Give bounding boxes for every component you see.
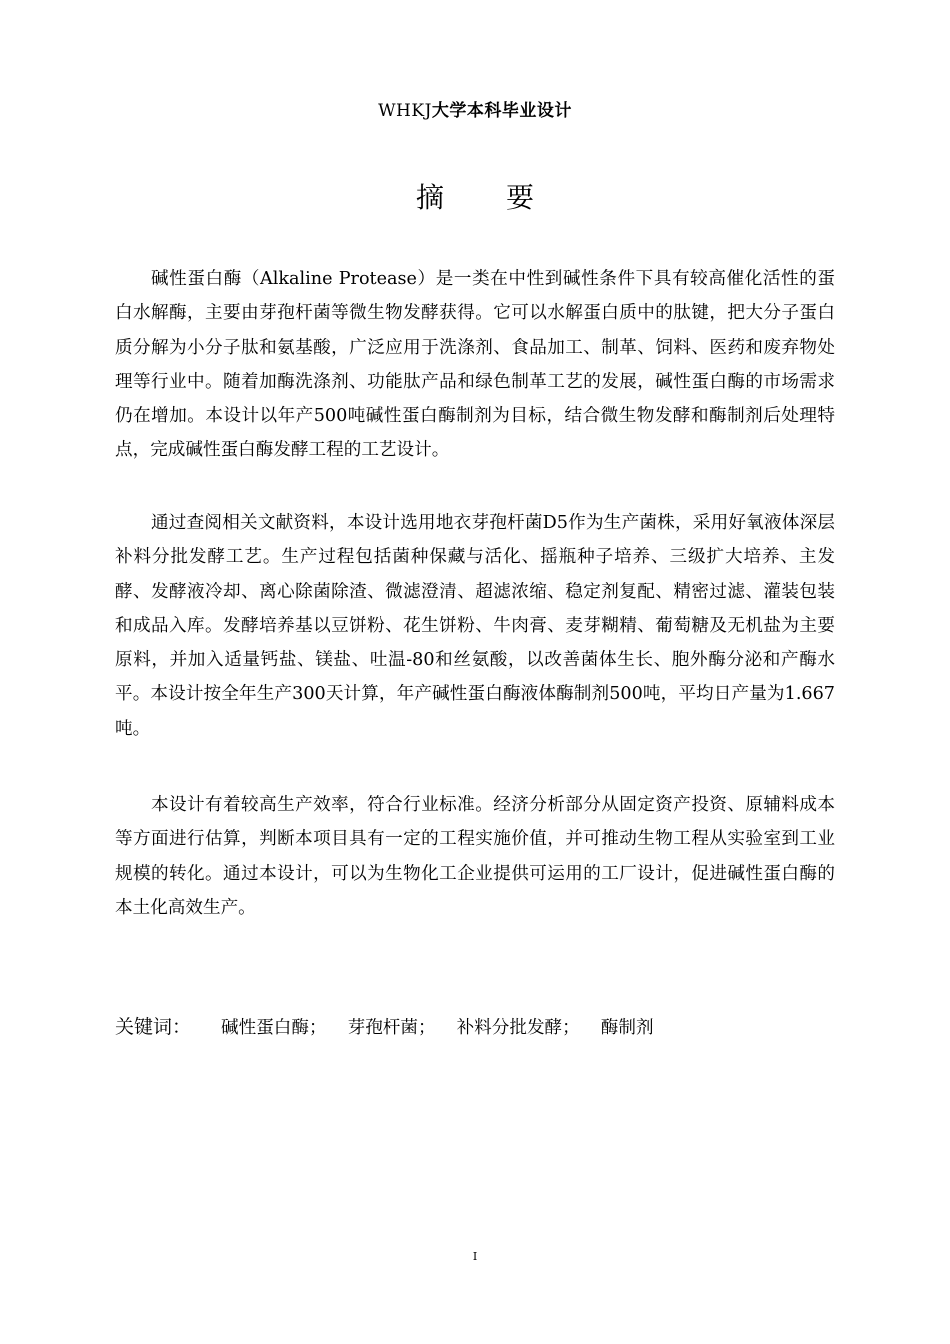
keyword-item: 碱性蛋白酶； [221, 1018, 327, 1038]
title-char-1: 摘 [415, 181, 444, 214]
keyword-item: 芽孢杆菌； [347, 1018, 436, 1038]
page-number: I [472, 1250, 478, 1263]
keyword-item: 酶制剂 [600, 1018, 654, 1038]
title-char-2: 要 [506, 181, 535, 214]
abstract-paragraph-2: 通过查阅相关文献资料，本设计选用地衣芽孢杆菌D5作为生产菌株，采用好氧液体深层补料分批发酵工艺。生产过程包括菌种保藏与活化、摇瓶种子培养、三级扩大培养、主发酵、发酵液冷却、离心除菌除渣、微滤澄清、超滤浓缩、稳定剂复配、精密过滤、灌装包装和成品入库。发酵培养基以豆饼粉、花生饼粉、牛肉膏、麦芽糊精、葡萄糖及无机盐为主要原料，并加入适量钙盐、镁盐、吐温-80和丝氨酸，以改善菌体生长、胞外酶分泌和产酶水平。本设计按全年生产300天计算，年产碱性蛋白酶液体酶制剂500吨，平均日产量为1.667吨。 [115, 513, 835, 739]
header-prefix: WHKJ [378, 101, 432, 121]
document-header [0, 96, 950, 121]
page-title [0, 176, 950, 216]
keywords-label: 关键词： [115, 1016, 192, 1038]
keywords-line [115, 1012, 675, 1039]
abstract-paragraph-3: 本设计有着较高生产效率，符合行业标准。经济分析部分从固定资产投资、原辅料成本等方面进行估算，判断本项目具有一定的工程实施价值，并可推动生物工程从实验室到工业规模的转化。通过本设计，可以为生物化工企业提供可运用的工厂设计，促进碱性蛋白酶的本土化高效生产。 [115, 795, 835, 918]
header-university: 大学本科毕业设计 [431, 101, 572, 121]
abstract-paragraph-1: 碱性蛋白酶（Alkaline Protease）是一类在中性到碱性条件下具有较高催化活性的蛋白水解酶，主要由芽孢杆菌等微生物发酵获得。它可以水解蛋白质中的肽键，把大分子蛋白质分解为小分子肽和氨基酸，广泛应用于洗涤剂、食品加工、制革、饲料、医药和废弃物处理等行业中。随着加酶洗涤剂、功能肽产品和绿色制革工艺的发展，碱性蛋白酶的市场需求仍在增加。本设计以年产500吨碱性蛋白酶制剂为目标，结合微生物发酵和酶制剂后处理特点，完成碱性蛋白酶发酵工程的工艺设计。 [115, 269, 835, 461]
keyword-item: 补料分批发酵； [456, 1018, 580, 1038]
